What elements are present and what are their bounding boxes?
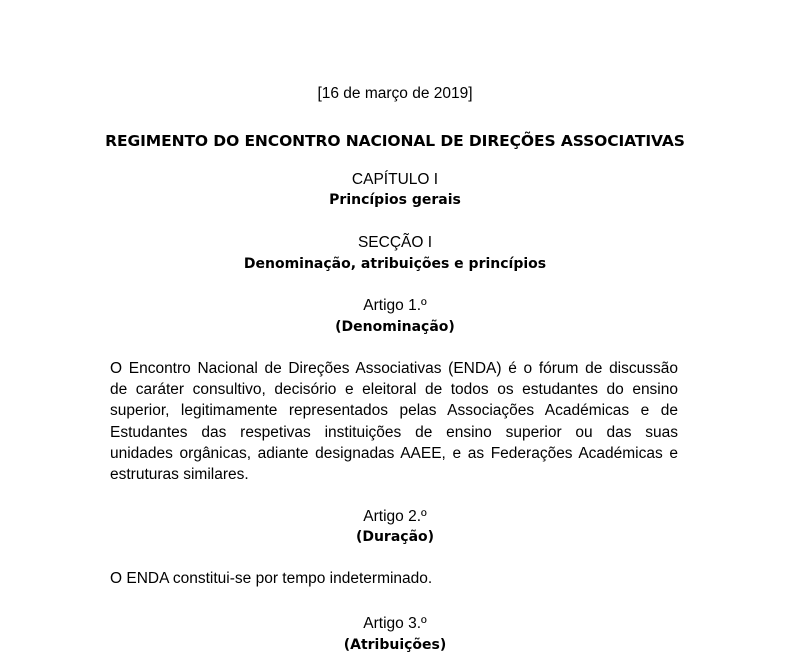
article-1-label: Artigo 1.º	[363, 297, 427, 314]
article-1-line: de caráter consultivo, decisório e eleitoral de todos os estudantes do ensino	[110, 381, 678, 399]
article-3-heading: (Atribuições)	[343, 637, 447, 653]
article-1-line: estruturas similares.	[110, 466, 249, 484]
article-1-body	[110, 358, 678, 485]
chapter-label: CAPÍTULO I	[351, 171, 439, 188]
article-1-line: Estudantes das respetivas instituições de ensino superior ou das suas	[110, 423, 678, 441]
article-1-line: superior, legitimamente representados pelas Associações Académicas e de	[110, 402, 678, 420]
article-2-label: Artigo 2.º	[363, 508, 427, 525]
article-2-heading: (Duração)	[355, 529, 435, 545]
document-title: REGIMENTO DO ENCONTRO NACIONAL DE DIREÇÕES ASSOCIATIVAS	[105, 132, 685, 150]
chapter-heading: Princípios gerais	[329, 192, 461, 208]
article-2-body: O ENDA constitui-se por tempo indeterminado.	[110, 570, 433, 587]
article-1-line: unidades orgânicas, adiante designadas AAEE, e as Federações Académicas e	[110, 444, 678, 462]
section-label: SECÇÃO I	[357, 234, 433, 251]
article-1-line: O Encontro Nacional de Direções Associativas (ENDA) é o fórum de discussão	[110, 360, 678, 377]
section-heading: Denominação, atribuições e princípios	[243, 256, 547, 272]
article-3-label: Artigo 3.º	[363, 615, 427, 632]
article-1-heading: (Denominação)	[335, 319, 455, 335]
document-date: [16 de março de 2019]	[317, 85, 473, 102]
